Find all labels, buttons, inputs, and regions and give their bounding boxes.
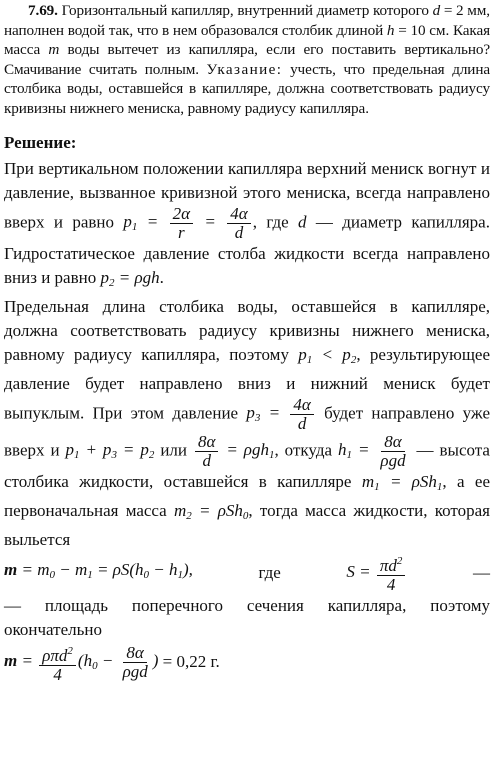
problem-statement: [4, 0, 490, 119]
problem-text-1: Горизонтальный капилляр, внутренний диаметр которого: [61, 2, 429, 19]
hint-text: учесть, что предельная длина столбика воды, оставшейся в капилляре, должна соответствовать радиусу кривизны нижнего мениска, равному радиусу капилляра.: [4, 60, 490, 117]
problem-text-2: = 2 мм, наполнен водой так, что в нем образовался столбик длиной: [4, 2, 490, 39]
sol-text-5b: — площадь поперечного сечения капилляра, поэтому окончательно: [4, 595, 490, 639]
solution-heading: Решение:: [4, 132, 77, 152]
problem-number: 7.69.: [28, 2, 58, 19]
sol-text-2: Предельная длина столбика воды, оставшейся в капилляре, должна соответствовать радиусу кривизны нижнего мениска, равному радиусу капилляра, поэтому: [4, 296, 490, 364]
problem-text-3: = 10 см. Какая масса: [4, 21, 490, 59]
solution-paragraph-3: [4, 594, 490, 642]
sol-text-4b: — высота столбика жидкости, оставшейся в капилляре: [4, 439, 490, 491]
sol-text-3b: или: [160, 439, 187, 459]
formula-balance: $\frac{8\alpha}{d}$ = ρgh$_1$: [193, 440, 275, 459]
formula-m1: $m_1 = \rho Sh_1$: [361, 471, 443, 493]
problem-text-4: воды вытечет из капилляра, если его поставить вертикально? Смачивание считать полным.: [4, 41, 491, 78]
solution-line-mass: $m = m_0 - m_1 = \rho S(h_0 - h_1)$, где S = $\frac{\pi d^2}{4}$ —: [4, 552, 490, 594]
sol-text-3: будет направлено уже вверх и: [4, 402, 490, 459]
formula-p2: $p_2 = \rho gh$: [100, 267, 160, 289]
formula-m: $m = m_0 - m_1 = \rho S(h_0 - h_1)$,: [4, 560, 193, 582]
formula-h1: $h_1$ = $\frac{8\alpha}{\text{ρgd}}$: [338, 431, 406, 470]
solution-paragraph-2: Предельная длина столбика воды, оставшейся в капилляре, должна соответствовать радиусу кривизны нижнего мениска, равному радиусу капилляра, поэтому $p_1 < p_2$, результирующее давление будет направлено вниз и нижний мениск будет выпуклым. При этом давление $p_3$ = $\frac{4\alpha}{d}$ будет направлено уже вверх и $p_1 + p_3 = p_2$ или $\frac{8\alpha}{d}$ = ρgh$_1$, откуда $h_1$ = $\frac{8\alpha}{\text{ρgd}}$ — высота столбика жидкости, оставшейся в капилляре $m_1 = \rho Sh_1$, а ее первоначальная масса $m_2 = \rho Sh_0$, тогда масса жидкости, которая выльется: [4, 296, 491, 549]
var-m: m: [48, 41, 60, 59]
sol-text-1b: , где: [252, 211, 289, 231]
formula-final: m = $\frac{\rho\pi d^2}{4}$ ($h_0$ − $\frac{8\alpha}{\text{ρgd}}$ ): [4, 643, 159, 684]
formula-sum: $p_1 + p_3 = p_2$: [65, 439, 155, 461]
sol-text-4: , откуда: [274, 439, 333, 459]
formula-s: S = $\frac{\pi d^2}{4}$: [346, 552, 407, 594]
sol-text-2b: результирующее давление будет направлено вниз и нижний мениск будет выпуклым. При этом давление: [4, 344, 490, 422]
formula-ineq: $p_1 < p_2$: [298, 344, 357, 366]
hint-label: Указание:: [206, 60, 283, 78]
solution-body: [4, 157, 490, 684]
sol-text-1: При вертикальном положении капилляра верхний мениск вогнут и давление, вызванное кривизной этого мениска, всегда направлено вверх и равно: [4, 158, 490, 231]
sol-text-4d: , тогда масса жидкости, которая выльется: [4, 500, 491, 549]
sol-text-1c: — диаметр капилляра. Гидростатическое давление столба жидкости всегда направлено вниз и равно: [4, 211, 490, 287]
final-result: = 0,22 г.: [162, 651, 220, 671]
sol-text-4c: , а ее первоначальная масса: [4, 471, 490, 520]
solution-paragraph-1: При вертикальном положении капилляра верхний мениск вогнут и давление, вызванное кривизной этого мениска, всегда направлено вверх и равно $p_1$ = $\frac{2\alpha}{r}$ = $\frac{4\alpha}{d}$ , где d — диаметр капилляра. Гидростатическое давление столба жидкости всегда направлено вниз и равно $p_2 = \rho gh$.: [4, 158, 490, 289]
var-h: h: [386, 21, 395, 39]
solution-final: [4, 642, 490, 684]
formula-m2: $m_2 = \rho Sh_0$: [173, 500, 249, 522]
var-d: d: [432, 2, 441, 19]
formula-p3: $p_3$ = $\frac{4\alpha}{d}$: [246, 403, 315, 422]
formula-p1: $p_1$ = $\frac{2\alpha}{r}$ = $\frac{4\alpha}{d}$: [123, 212, 252, 231]
sol-text-5: где: [258, 562, 281, 582]
